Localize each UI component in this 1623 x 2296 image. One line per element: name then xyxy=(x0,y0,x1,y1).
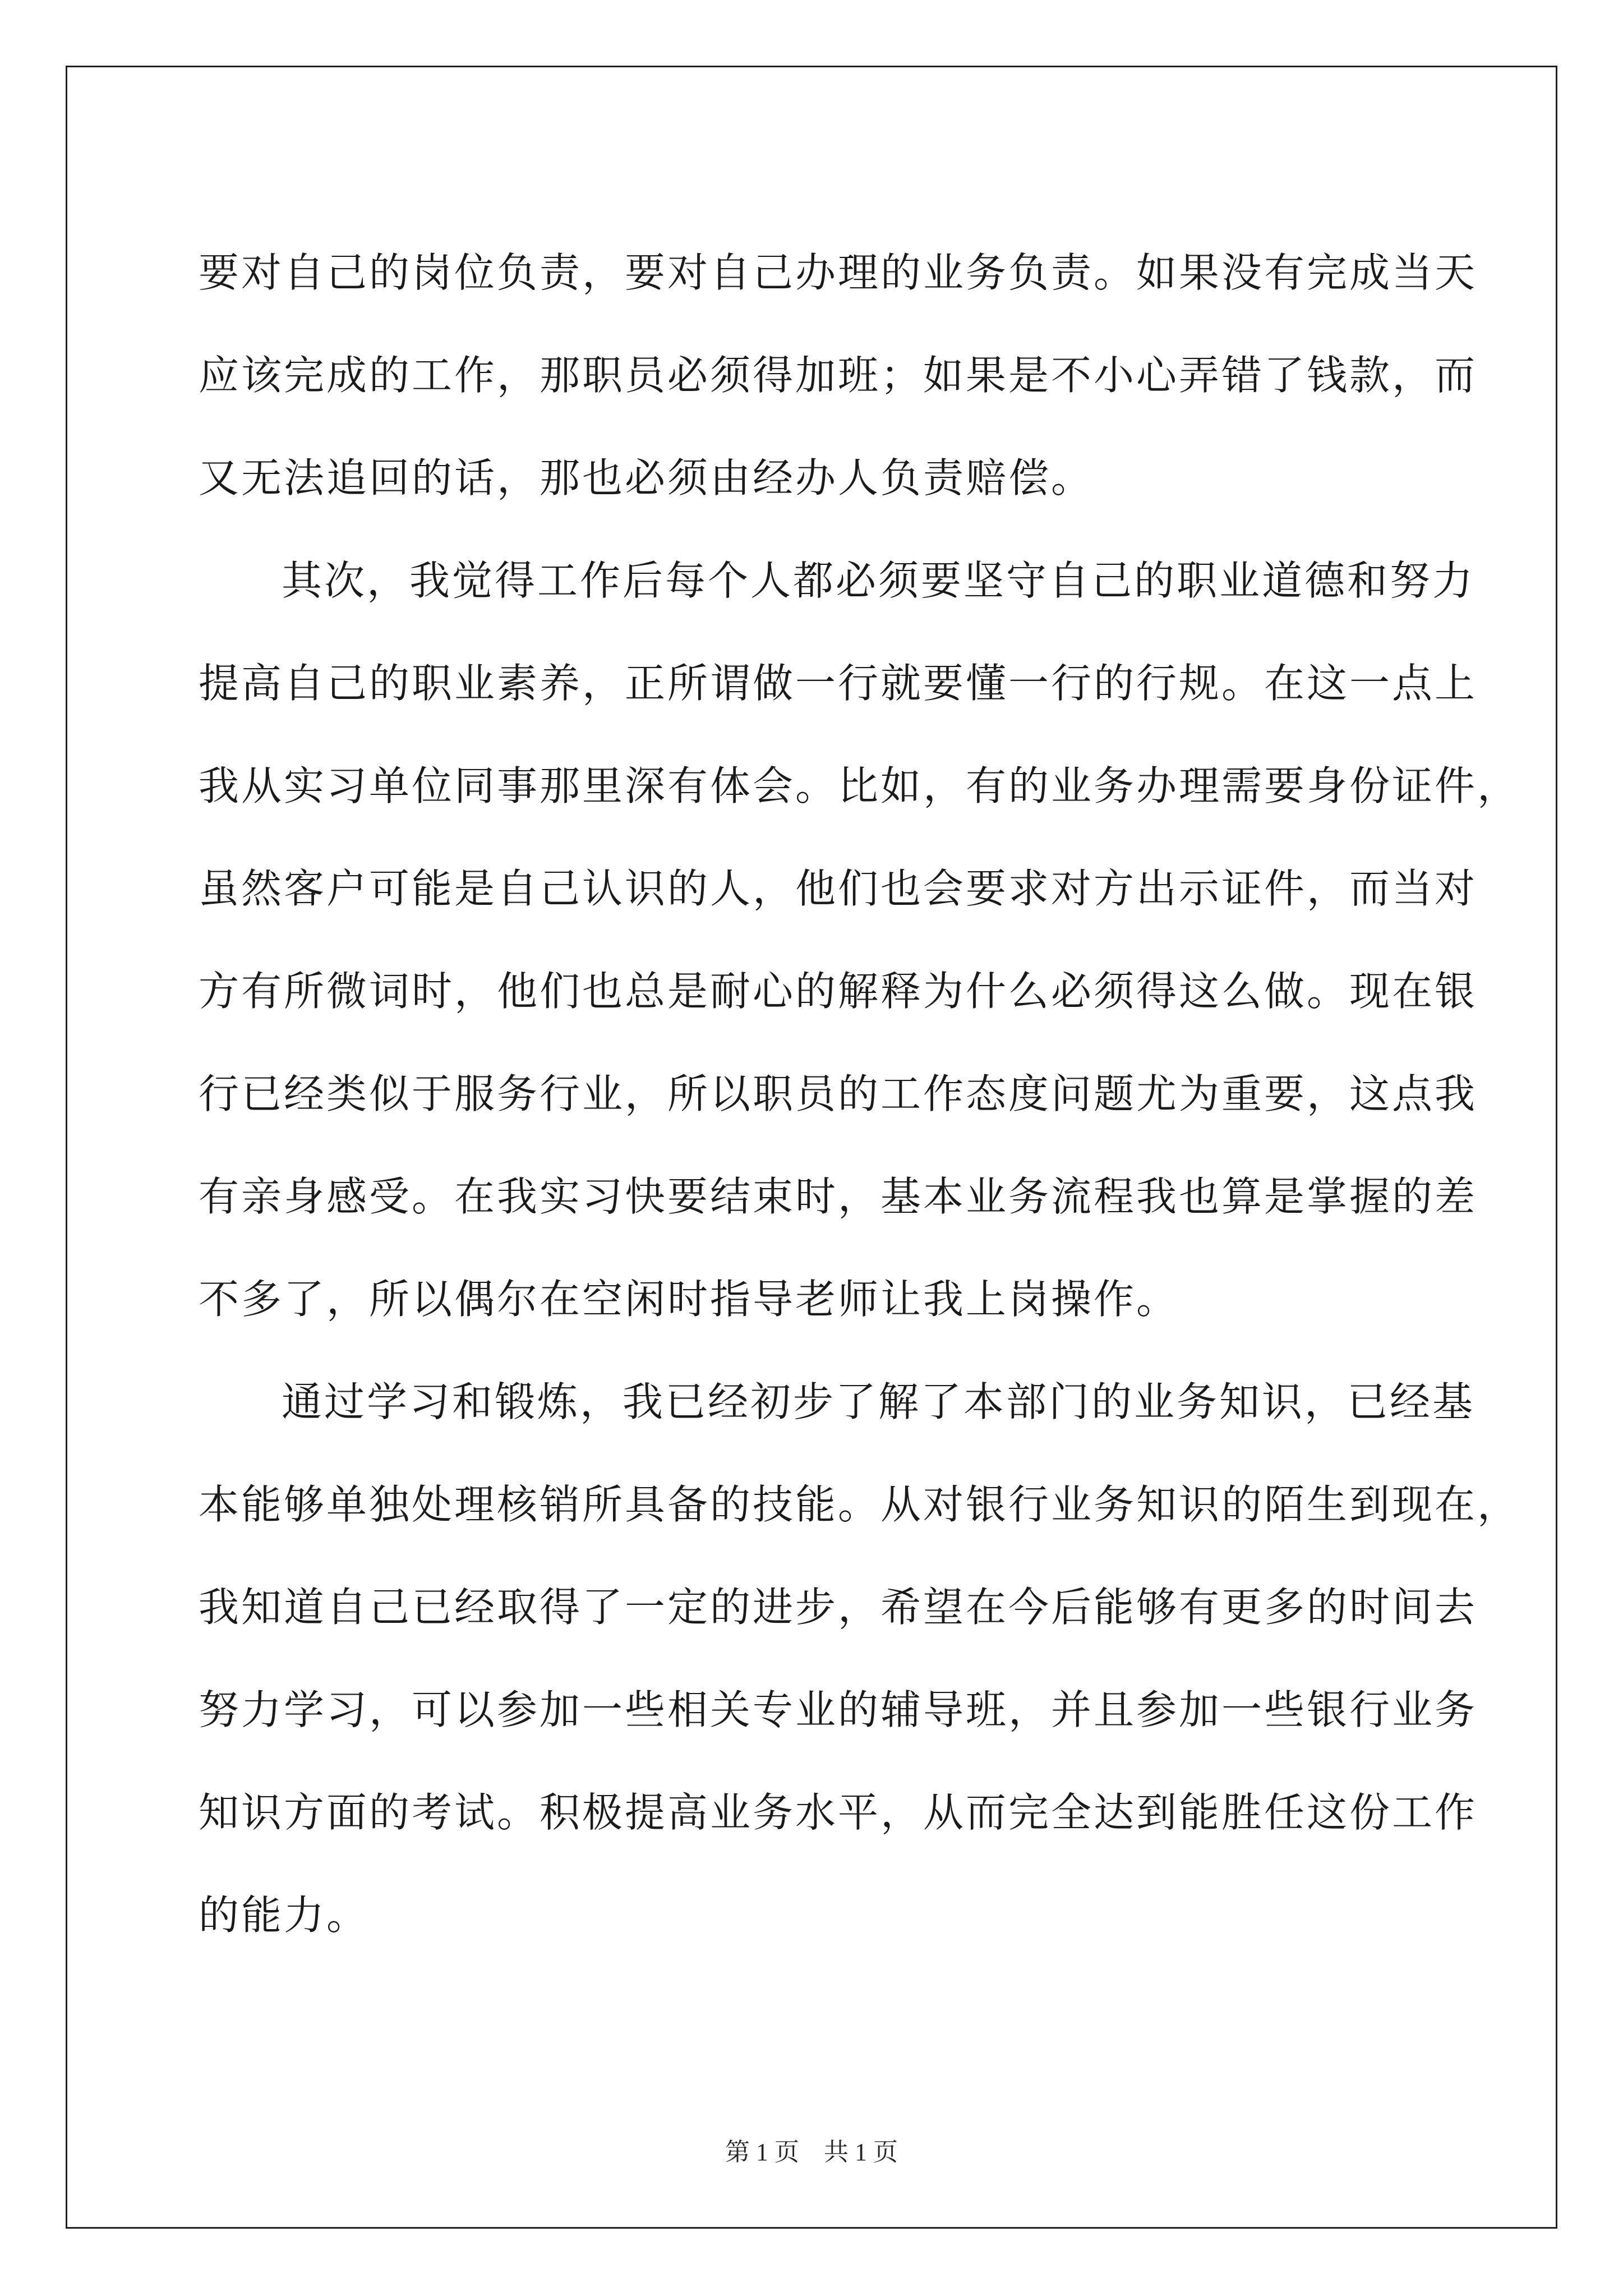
text-line: 方有所微词时，他们也总是耐心的解释为什么必须得这么做。现在银 xyxy=(199,968,1478,1015)
paragraph xyxy=(199,1351,1520,1967)
text-line: 通过学习和锻炼，我已经初步了解了本部门的业务知识，已经基 xyxy=(282,1378,1476,1425)
text-line: 其次，我觉得工作后每个人都必须要坚守自己的职业道德和努力 xyxy=(282,557,1476,604)
text-line: 本能够单独处理核销所具备的技能。从对银行业务知识的陌生到现在， xyxy=(199,1481,1520,1528)
text-line: 行已经类似于服务行业，所以职员的工作态度问题尤为重要，这点我 xyxy=(199,1070,1478,1117)
text-line: 努力学习，可以参加一些相关专业的辅导班，并且参加一些银行业务 xyxy=(199,1686,1478,1733)
text-line: 有亲身感受。在我实习快要结束时，基本业务流程我也算是掌握的差 xyxy=(199,1173,1478,1220)
text-line: 我从实习单位同事那里深有体会。比如，有的业务办理需要身份证件， xyxy=(199,762,1520,809)
document-body xyxy=(199,222,1520,1967)
page-number-footer: 第 1 页 共 1 页 xyxy=(725,2138,898,2166)
text-line: 不多了，所以偶尔在空闲时指导老师让我上岗操作。 xyxy=(199,1276,1179,1323)
text-line: 的能力。 xyxy=(199,1892,370,1939)
paragraph xyxy=(199,530,1520,1351)
paragraph xyxy=(199,222,1478,530)
text-line: 应该完成的工作，那职员必须得加班；如果是不小心弄错了钱款，而 xyxy=(199,352,1478,399)
text-line: 提高自己的职业素养，正所谓做一行就要懂一行的行规。在这一点上 xyxy=(199,660,1478,707)
text-line: 又无法追回的话，那也必须由经办人负责赔偿。 xyxy=(199,454,1094,501)
text-line: 虽然客户可能是自己认识的人，他们也会要求对方出示证件，而当对 xyxy=(199,865,1478,912)
text-line: 我知道自己已经取得了一定的进步，希望在今后能够有更多的时间去 xyxy=(199,1584,1478,1631)
text-line: 要对自己的岗位负责，要对自己办理的业务负责。如果没有完成当天 xyxy=(199,249,1478,296)
text-line: 知识方面的考试。积极提高业务水平，从而完全达到能胜任这份工作 xyxy=(199,1789,1478,1836)
